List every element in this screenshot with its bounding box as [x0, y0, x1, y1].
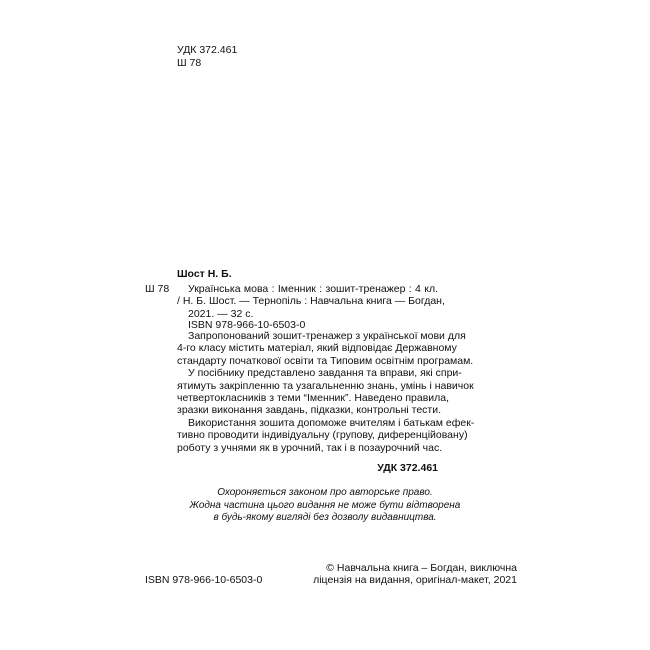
legal-line: Охороняється законом про авторське право. [217, 487, 433, 498]
description-line: Використання зошита допоможе вчителям і батькам ефек- [188, 416, 475, 429]
description-line: ятимуть закріпленню та узагальненню знань, умінь і навичок [177, 379, 474, 392]
description-line: четвертокласників з теми “Іменник”. Наведено правила, [177, 392, 450, 405]
catalog-code: Ш 78 [145, 283, 170, 295]
catalog-isbn: ISBN 978-966-10-6503-0 [188, 319, 306, 331]
catalog-entry-line: 2021. — 32 с. [188, 307, 254, 320]
description-line: У посібнику представлено завдання та вправи, які спри- [188, 367, 462, 380]
legal-line: в будь-якому вигляді без дозволу видавництва. [213, 512, 437, 523]
udk-code-bottom: УДК 372.461 [377, 462, 438, 474]
rights-line: ліцензія на видання, оригінал-макет, 2021 [313, 574, 517, 586]
description-line: 4-го класу містить матеріал, який відповідає Державному [177, 342, 457, 355]
copyright-notice [175, 487, 475, 525]
description-line: роботу з учнями як в урочний, так і в позаурочний час. [177, 441, 443, 454]
udk-code-top: УДК 372.461 [177, 44, 238, 56]
footer-rights [313, 562, 517, 586]
catalog-entry [177, 283, 445, 320]
catalog-description [177, 330, 475, 454]
description-line: Запропонований зошит-тренажер з української мови для [188, 330, 466, 342]
description-line: зразки виконання завдань, підказки, контрольні тести. [177, 404, 442, 417]
catalog-entry-line: / Н. Б. Шост. — Тернопіль : Навчальна книга — Богдан, [177, 295, 445, 308]
rights-line: © Навчальна книга – Богдан, виключна [326, 562, 517, 574]
description-line: тивно проводити індивідуальну (групову, диференційовану) [177, 429, 468, 442]
catalog-entry-line: Українська мова : Іменник : зошит-тренажер : 4 кл. [188, 283, 438, 295]
legal-line: Жодна частина цього видання не може бути відтворена [189, 499, 461, 511]
author-code-top: Ш 78 [177, 57, 202, 69]
description-line: стандарту початкової освіти та Типовим освітнім програмам. [177, 354, 474, 367]
catalog-author: Шост Н. Б. [177, 268, 232, 280]
footer-isbn: ISBN 978-966-10-6503-0 [145, 574, 263, 586]
